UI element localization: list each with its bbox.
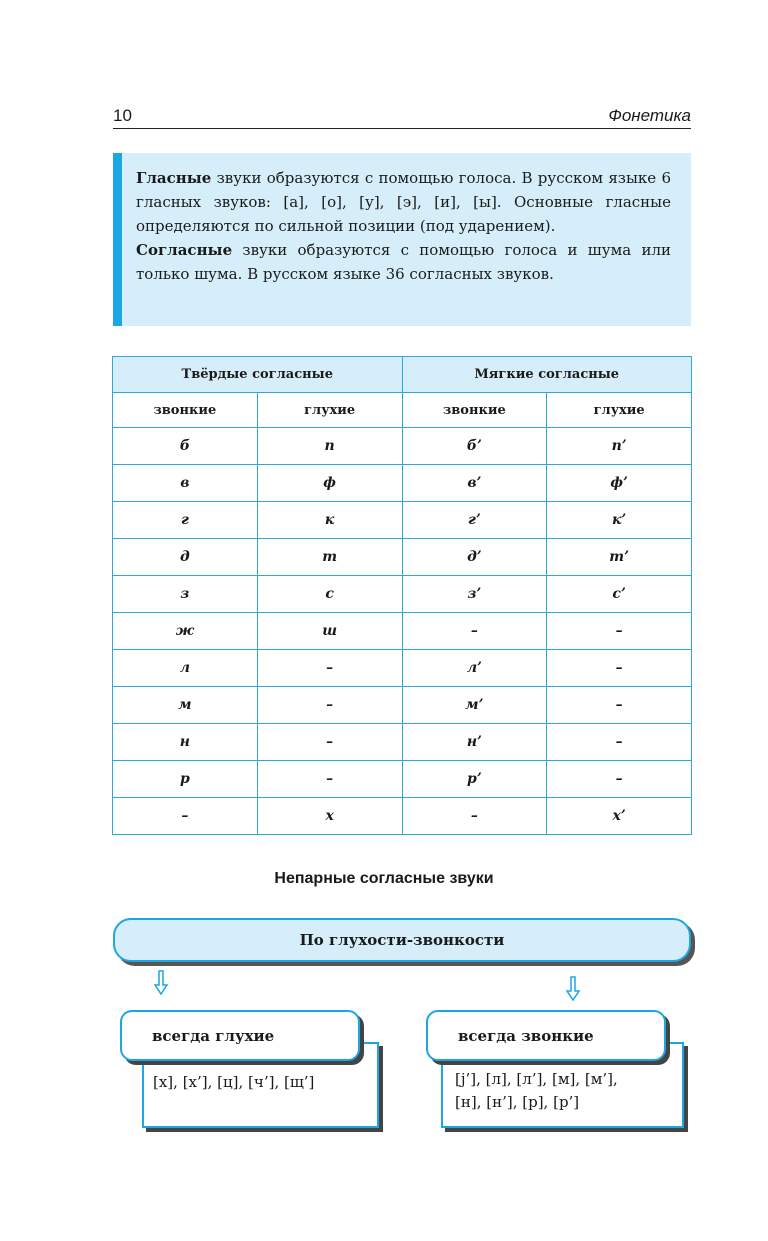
table-cell: в <box>113 465 258 502</box>
table-cell: р’ <box>402 761 547 798</box>
table-row <box>113 465 692 502</box>
table-cell: – <box>257 761 402 798</box>
section-title: Фонетика <box>608 106 691 125</box>
table-cell: т <box>257 539 402 576</box>
table-cell: с <box>257 576 402 613</box>
subheader-voiceless-hard: глухие <box>257 393 402 428</box>
table-cell: – <box>547 650 692 687</box>
subheader-voiced-hard: звонкие <box>113 393 258 428</box>
table-row <box>113 576 692 613</box>
always-voiced-label: всегда звонкие <box>426 1010 666 1061</box>
table-row <box>113 761 692 798</box>
table-cell: х <box>257 798 402 835</box>
table-cell: м’ <box>402 687 547 724</box>
arrow-down-icon <box>154 970 168 996</box>
definition-box <box>113 153 691 326</box>
table-cell: г’ <box>402 502 547 539</box>
table-cell: – <box>257 687 402 724</box>
diagram-heading: Непарные согласные звуки <box>274 870 494 887</box>
table-cell: п’ <box>547 428 692 465</box>
table-cell: р <box>113 761 258 798</box>
table-cell: н’ <box>402 724 547 761</box>
voiced-sounds <box>455 1068 618 1114</box>
vowels-text: звуки образуются с помощью голоса. В русском языке 6 гласных звуков: [а], [о], [у], [э], [и], [ы]. Основные гласные определяются по сильной позиции (под ударением). <box>136 169 671 235</box>
page-number: 10 <box>113 106 132 125</box>
table-cell: – <box>257 724 402 761</box>
table-cell: – <box>113 798 258 835</box>
table-row <box>113 613 692 650</box>
category-box: По глухости-звонкости <box>113 918 691 962</box>
always-voiceless-label: всегда глухие <box>120 1010 360 1061</box>
table-cell: м <box>113 687 258 724</box>
table-cell: – <box>547 613 692 650</box>
table-row <box>113 502 692 539</box>
table-cell: д <box>113 539 258 576</box>
table-cell: ш <box>257 613 402 650</box>
table-cell: ф <box>257 465 402 502</box>
table-cell: ф’ <box>547 465 692 502</box>
table-cell: к <box>257 502 402 539</box>
table-cell: – <box>547 724 692 761</box>
table-cell: х’ <box>547 798 692 835</box>
consonants-term: Согласные <box>136 241 233 259</box>
arrow-down-icon <box>566 976 580 1002</box>
table-cell: л’ <box>402 650 547 687</box>
subheader-voiced-soft: звонкие <box>402 393 547 428</box>
hard-consonants-header: Твёрдые согласные <box>113 357 403 393</box>
table-cell: ж <box>113 613 258 650</box>
table-row <box>113 539 692 576</box>
table-cell: д’ <box>402 539 547 576</box>
table-cell: в’ <box>402 465 547 502</box>
voiced-sounds-line-1: [j’], [л], [л’], [м], [м’], <box>455 1070 618 1088</box>
table-cell: л <box>113 650 258 687</box>
consonants-table <box>112 356 692 835</box>
table-cell: г <box>113 502 258 539</box>
consonants-text: звуки образуются с помощью голоса и шума или только шума. В русском языке 36 согласных звуков. <box>136 241 671 283</box>
voiced-sounds-line-2: [н], [н’], [р], [р’] <box>455 1093 580 1111</box>
table-cell: з’ <box>402 576 547 613</box>
table-cell: б’ <box>402 428 547 465</box>
page-header <box>113 104 691 129</box>
table-row <box>113 724 692 761</box>
vowels-term: Гласные <box>136 169 212 187</box>
consonants-definition <box>136 238 671 286</box>
table-row <box>113 687 692 724</box>
table-cell: б <box>113 428 258 465</box>
subheader-voiceless-soft: глухие <box>547 393 692 428</box>
table-cell: – <box>402 613 547 650</box>
table-cell: с’ <box>547 576 692 613</box>
table-cell: – <box>257 650 402 687</box>
table-row <box>113 428 692 465</box>
table-cell: п <box>257 428 402 465</box>
table-cell: – <box>547 687 692 724</box>
table-row <box>113 650 692 687</box>
table-cell: т’ <box>547 539 692 576</box>
table-cell: к’ <box>547 502 692 539</box>
soft-consonants-header: Мягкие согласные <box>402 357 692 393</box>
table-cell: – <box>547 761 692 798</box>
voiceless-sounds: [х], [х’], [ц], [ч’], [щ’] <box>153 1073 315 1091</box>
table-cell: н <box>113 724 258 761</box>
table-cell: – <box>402 798 547 835</box>
table-row <box>113 798 692 835</box>
table-cell: з <box>113 576 258 613</box>
vowels-definition <box>136 166 671 238</box>
